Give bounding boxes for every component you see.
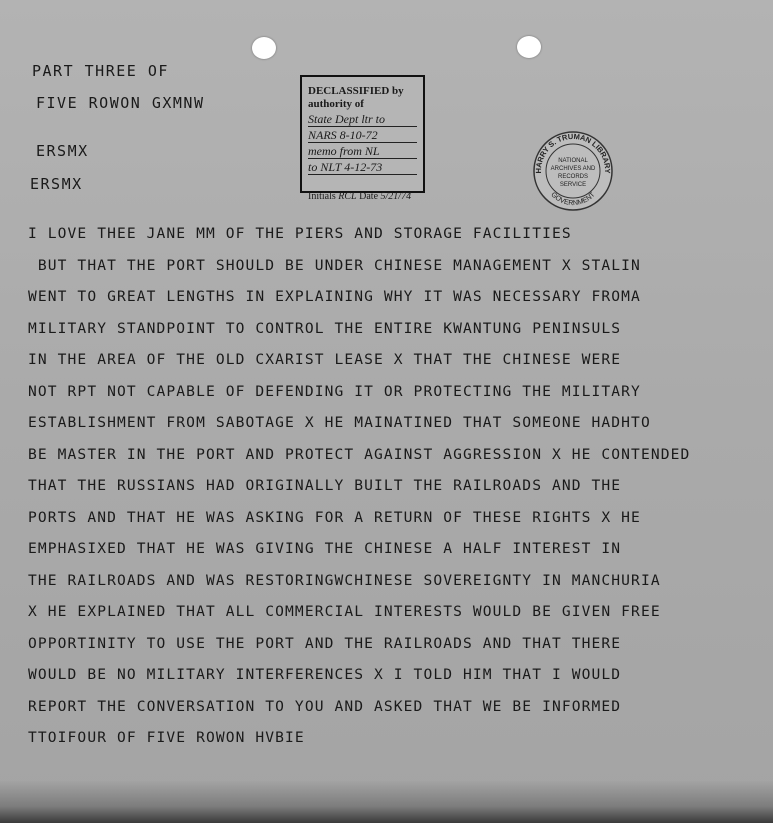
stamp-initials-value: RCL: [338, 191, 357, 202]
truman-library-seal-icon: [532, 130, 614, 212]
punch-hole-right: [517, 36, 541, 58]
telegram-line: BUT THAT THE PORT SHOULD BE UNDER CHINESE MANAGEMENT X STALIN: [28, 256, 641, 274]
stamp-hand-3: memo from NL: [308, 144, 417, 159]
seal-outer-text: HARRY S. TRUMAN LIBRARY: [533, 131, 613, 174]
telegram-line: REPORT THE CONVERSATION TO YOU AND ASKED THAT WE BE INFORMED: [28, 697, 622, 715]
header-code-1: ERSMX: [36, 142, 89, 160]
telegram-line: OPPORTINITY TO USE THE PORT AND THE RAILROADS AND THAT THERE: [28, 634, 622, 652]
stamp-hand-1: State Dept ltr to: [308, 112, 417, 127]
telegram-line: THAT THE RUSSIANS HAD ORIGINALLY BUILT THE RAILROADS AND THE: [28, 477, 622, 494]
telegram-body: [28, 218, 748, 754]
telegram-line: ESTABLISHMENT FROM SABOTAGE X HE MAINATINED THAT SOMEONE HADHTO: [28, 414, 651, 431]
telegram-line: I LOVE THEE JANE MM OF THE PIERS AND STORAGE FACILITIES: [28, 225, 572, 242]
header-code-2: ERSMX: [30, 175, 83, 193]
telegram-line: PORTS AND THAT HE WAS ASKING FOR A RETURN OF THESE RIGHTS X HE: [28, 508, 641, 526]
seal-inner-4: SERVICE: [559, 182, 587, 188]
telegram-line: TTOIFOUR OF FIVE ROWON HVBIE: [28, 729, 305, 746]
telegram-line: THE RAILROADS AND WAS RESTORINGWCHINESE SOVEREIGNTY IN MANCHURIA: [28, 571, 661, 589]
stamp-title: DECLASSIFIED by authority of: [308, 85, 404, 110]
stamp-hand-2: NARS 8-10-72: [308, 128, 417, 143]
seal-inner-2: ARCHIVES AND: [550, 166, 596, 172]
telegram-line: WENT TO GREAT LENGTHS IN EXPLAINING WHY IT WAS NECESSARY FROMA: [28, 288, 641, 305]
stamp-date-value: 5/21/74: [380, 191, 412, 202]
stamp-hand-4: to NLT 4-12-73: [308, 160, 417, 175]
stamp-date-label: Date: [359, 191, 379, 202]
telegram-line: IN THE AREA OF THE OLD CXARIST LEASE X THAT THE CHINESE WERE: [28, 351, 622, 368]
stamp-initials-row: [308, 191, 417, 202]
declassified-stamp: [300, 75, 425, 202]
scan-shadow-strip: [0, 781, 773, 823]
header-routing: FIVE ROWON GXMNW: [36, 94, 205, 112]
header-part: PART THREE OF: [32, 62, 169, 80]
telegram-line: NOT RPT NOT CAPABLE OF DEFENDING IT OR PROTECTING THE MILITARY: [28, 382, 641, 400]
seal-inner-1: NATIONAL: [558, 158, 588, 164]
seal-bottom-text: GOVERNMENT: [549, 191, 597, 208]
telegram-line: MILITARY STANDPOINT TO CONTROL THE ENTIRE KWANTUNG PENINSULS: [28, 319, 622, 337]
telegram-line: EMPHASIXED THAT HE WAS GIVING THE CHINESE A HALF INTEREST IN: [28, 540, 622, 557]
telegram-line: BE MASTER IN THE PORT AND PROTECT AGAINST AGGRESSION X HE CONTENDED: [28, 445, 691, 463]
telegram-line: WOULD BE NO MILITARY INTERFERENCES X I TOLD HIM THAT I WOULD: [28, 666, 622, 683]
stamp-initials-label: Initials: [308, 191, 336, 202]
punch-hole-left: [252, 37, 276, 59]
telegram-line: X HE EXPLAINED THAT ALL COMMERCIAL INTERESTS WOULD BE GIVEN FREE: [28, 603, 661, 620]
seal-inner-3: RECORDS: [557, 174, 589, 180]
